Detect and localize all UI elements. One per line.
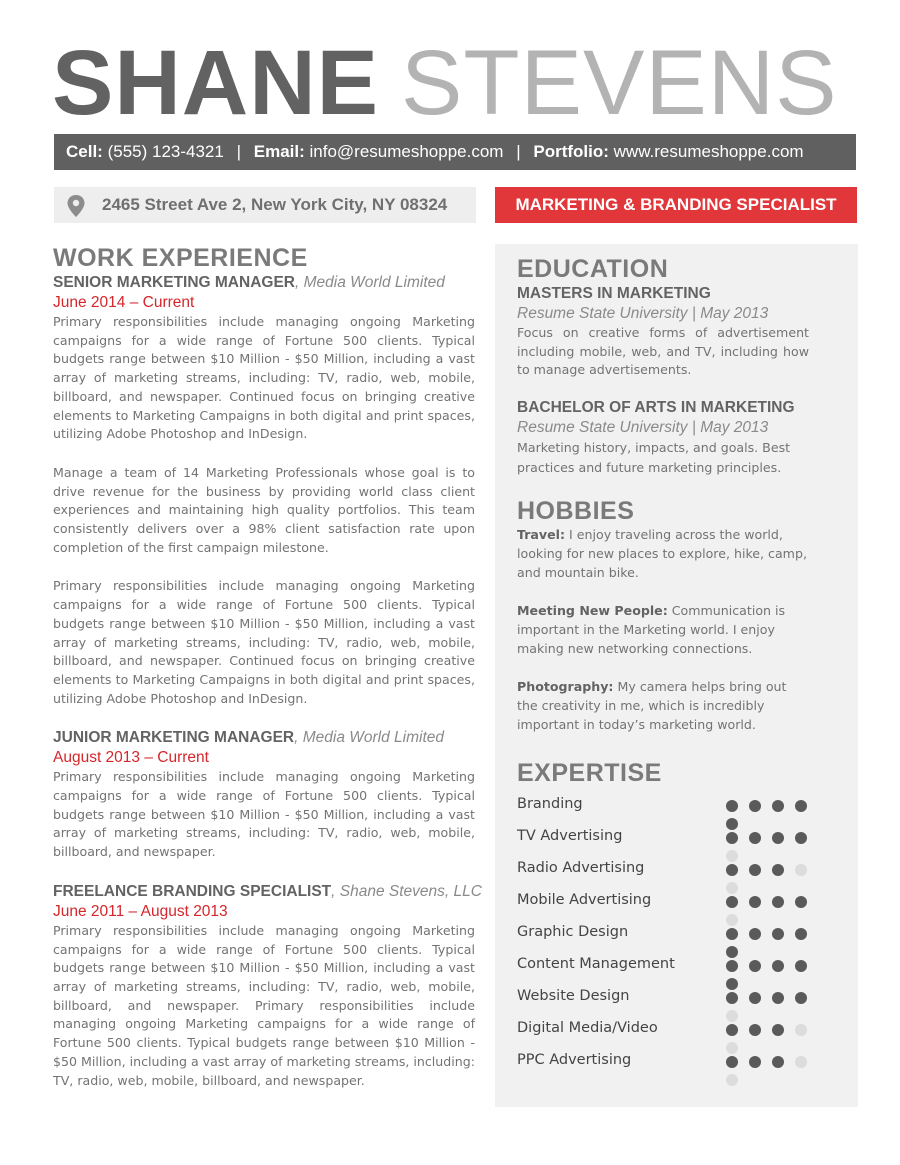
job-title: JUNIOR MARKETING MANAGER (53, 729, 295, 747)
education-title: EDUCATION (517, 255, 669, 283)
work-experience-title: WORK EXPERIENCE (53, 244, 308, 272)
hobby-label: Meeting New People: (517, 603, 668, 619)
rating-dot-filled (726, 832, 738, 844)
rating-dot-filled (772, 928, 784, 940)
rating-dot-filled (772, 896, 784, 908)
cell-value: (555) 123-4321 (107, 142, 224, 161)
hobby-text: I enjoy traveling across the world, looking for new places to explore, hike, camp, and mountain bike. (517, 527, 807, 580)
email-value: info@resumeshoppe.com (309, 142, 504, 161)
rating-dot-filled (795, 832, 807, 844)
job-company: Media World Limited (302, 729, 445, 747)
skill-rating (726, 992, 836, 1006)
address-box (54, 187, 476, 223)
rating-dot-empty (795, 1024, 807, 1036)
resume-name (52, 32, 838, 134)
rating-dot-filled (726, 960, 738, 972)
contact-separator: | (516, 142, 521, 161)
job-description: Manage a team of 14 Marketing Professionals whose goal is to drive revenue for the business by providing world class client experiences and maintaining high quality portfolios. This team consistently delivers over a 98% client satisfaction rate upon completion of the first campaign milestone. (53, 464, 475, 555)
expertise-row (517, 1016, 809, 1048)
job-description: Primary responsibilities include managing ongoing Marketing campaigns for a wide range of Fortune 500 clients. Typical budgets range between $10 Million - $50 Million, including a vast array of marketing streams, including: TV, radio, web, mobile, billboard, and newspaper. (53, 769, 475, 860)
portfolio-value: www.resumeshoppe.com (613, 142, 804, 161)
cell-label: Cell: (66, 142, 103, 161)
rating-dot-filled (749, 1056, 761, 1068)
expertise-row (517, 1048, 809, 1080)
hobby-entry (517, 526, 809, 582)
skill-name: Website Design (517, 988, 630, 1005)
contact-separator: | (236, 142, 241, 161)
portfolio-label: Portfolio: (533, 142, 609, 161)
job-title: FREELANCE BRANDING SPECIALIST (53, 882, 332, 900)
address-text: 2465 Street Ave 2, New York City, NY 08324 (102, 195, 448, 214)
hobby-entry (517, 678, 809, 734)
rating-dot-filled (726, 1024, 738, 1036)
map-pin-icon (67, 195, 85, 217)
skill-name: Radio Advertising (517, 860, 645, 877)
degree-title: MASTERS IN MARKETING (517, 285, 711, 302)
expertise-row (517, 888, 809, 920)
degree-title: BACHELOR OF ARTS IN MARKETING (517, 399, 795, 417)
rating-dot-filled (749, 896, 761, 908)
sidebar-panel (495, 244, 858, 1107)
expertise-list (517, 792, 809, 1080)
expertise-row (517, 856, 809, 888)
rating-dot-filled (795, 800, 807, 812)
job-dates: June 2014 – Current (53, 294, 195, 311)
skill-rating (726, 896, 836, 910)
skill-rating (726, 928, 836, 942)
skill-rating (726, 800, 836, 814)
rating-dot-empty (795, 864, 807, 876)
hobby-text: Communication is important in the Marketing world. I enjoy making new networking connections. (517, 603, 786, 656)
skill-name: Graphic Design (517, 924, 629, 941)
rating-dot-filled (749, 832, 761, 844)
job-description: Primary responsibilities include managing ongoing Marketing campaigns for a wide range of Fortune 500 clients. Typical budgets range between $10 Million - $50 Million, including a vast array of marketing streams, including: TV, radio, web, mobile, billboard, and newspaper. Continued focus on bringing creative elements to Marketing Campaigns in both digital and print spaces, utilizing Adobe Photoshop and InDesign. (53, 578, 475, 706)
job-title-line: JUNIOR MARKETING MANAGER, Media World Limited (53, 729, 445, 747)
rating-dot-filled (726, 896, 738, 908)
expertise-title: EXPERTISE (517, 759, 662, 788)
rating-dot-empty (726, 1074, 738, 1086)
rating-dot-filled (749, 928, 761, 940)
skill-name: Branding (517, 796, 583, 813)
job-title: SENIOR MARKETING MANAGER (53, 274, 295, 291)
skill-rating (726, 832, 836, 846)
job-company: Media World Limited (303, 274, 445, 291)
rating-dot-filled (795, 960, 807, 972)
rating-dot-filled (726, 1056, 738, 1068)
rating-dot-filled (772, 1056, 784, 1068)
skill-name: Digital Media/Video (517, 1020, 658, 1037)
skill-name: TV Advertising (517, 828, 623, 845)
job-description: Primary responsibilities include managing ongoing Marketing campaigns for a wide range of Fortune 500 clients. Typical budgets range between $10 Million - $50 Million, including a vast array of marketing streams, including: TV, radio, web, mobile, billboard, and newspaper. Primary responsibilities include managing ongoing Marketing campaigns for a wide range of Fortune 500 clients. Typical budgets range between $10 Million - $50 Million, including a vast array of marketing streams, including: TV, radio, web, mobile, billboard, and newspaper. (53, 922, 475, 1088)
job-title-line: FREELANCE BRANDING SPECIALIST, Shane Stevens, LLC (53, 882, 482, 900)
hobby-entry (517, 602, 809, 658)
education-entry (517, 398, 809, 478)
rating-dot-filled (795, 896, 807, 908)
job-dates: June 2011 – August 2013 (53, 902, 228, 920)
rating-dot-filled (772, 1024, 784, 1036)
rating-dot-filled (749, 992, 761, 1004)
skill-rating (726, 1056, 836, 1070)
degree-description: Marketing history, impacts, and goals. Best practices and future marketing principles. (517, 440, 791, 476)
rating-dot-filled (772, 800, 784, 812)
expertise-row (517, 920, 809, 952)
role-banner: MARKETING & BRANDING SPECIALIST (495, 187, 857, 223)
skill-rating (726, 864, 836, 878)
expertise-row (517, 792, 809, 824)
rating-dot-filled (726, 800, 738, 812)
degree-school: Resume State University | May 2013 (517, 305, 769, 322)
hobby-label: Travel: (517, 527, 566, 543)
rating-dot-empty (795, 1056, 807, 1068)
expertise-row (517, 952, 809, 984)
rating-dot-filled (795, 992, 807, 1004)
skill-rating (726, 1024, 836, 1038)
email-label: Email: (253, 142, 305, 161)
skill-name: PPC Advertising (517, 1052, 632, 1069)
hobby-text: My camera helps bring out the creativity in me, which is incredibly important in today’s marketing world. (517, 679, 787, 732)
contact-bar (54, 134, 856, 170)
rating-dot-filled (749, 1024, 761, 1036)
rating-dot-filled (726, 928, 738, 940)
rating-dot-filled (772, 960, 784, 972)
hobbies-title: HOBBIES (517, 497, 635, 526)
hobby-label: Photography: (517, 679, 614, 695)
skill-name: Content Management (517, 956, 675, 973)
skill-rating (726, 960, 836, 974)
job-entry (53, 273, 475, 708)
education-entry (517, 284, 809, 380)
rating-dot-filled (749, 960, 761, 972)
rating-dot-filled (795, 928, 807, 940)
job-title-line: SENIOR MARKETING MANAGER, Media World Limited (53, 274, 445, 291)
job-dates: August 2013 – Current (53, 749, 209, 767)
job-entry (53, 728, 475, 862)
expertise-row (517, 824, 809, 856)
degree-school: Resume State University | May 2013 (517, 419, 769, 437)
rating-dot-filled (772, 864, 784, 876)
job-description: Primary responsibilities include managing ongoing Marketing campaigns for a wide range of Fortune 500 clients. Typical budgets range between $10 Million - $50 Million, including a vast array of marketing streams, including: TV, radio, web, mobile, billboard, and newspaper. Continued focus on bringing creative elements to Marketing Campaigns in both digital and print spaces, utilizing Adobe Photoshop and InDesign. (53, 314, 475, 442)
last-name: STEVENS (401, 32, 838, 134)
rating-dot-filled (749, 800, 761, 812)
expertise-row (517, 984, 809, 1016)
first-name: SHANE (52, 32, 380, 134)
degree-description: Focus on creative forms of advertisement including mobile, web, and TV, including how to manage advertisements. (517, 325, 809, 378)
rating-dot-filled (772, 992, 784, 1004)
job-entry (53, 882, 482, 1090)
rating-dot-filled (726, 864, 738, 876)
skill-name: Mobile Advertising (517, 892, 652, 909)
job-company: Shane Stevens, LLC (339, 882, 482, 900)
rating-dot-filled (772, 832, 784, 844)
work-experience-section (53, 243, 482, 1090)
rating-dot-filled (726, 992, 738, 1004)
rating-dot-filled (749, 864, 761, 876)
